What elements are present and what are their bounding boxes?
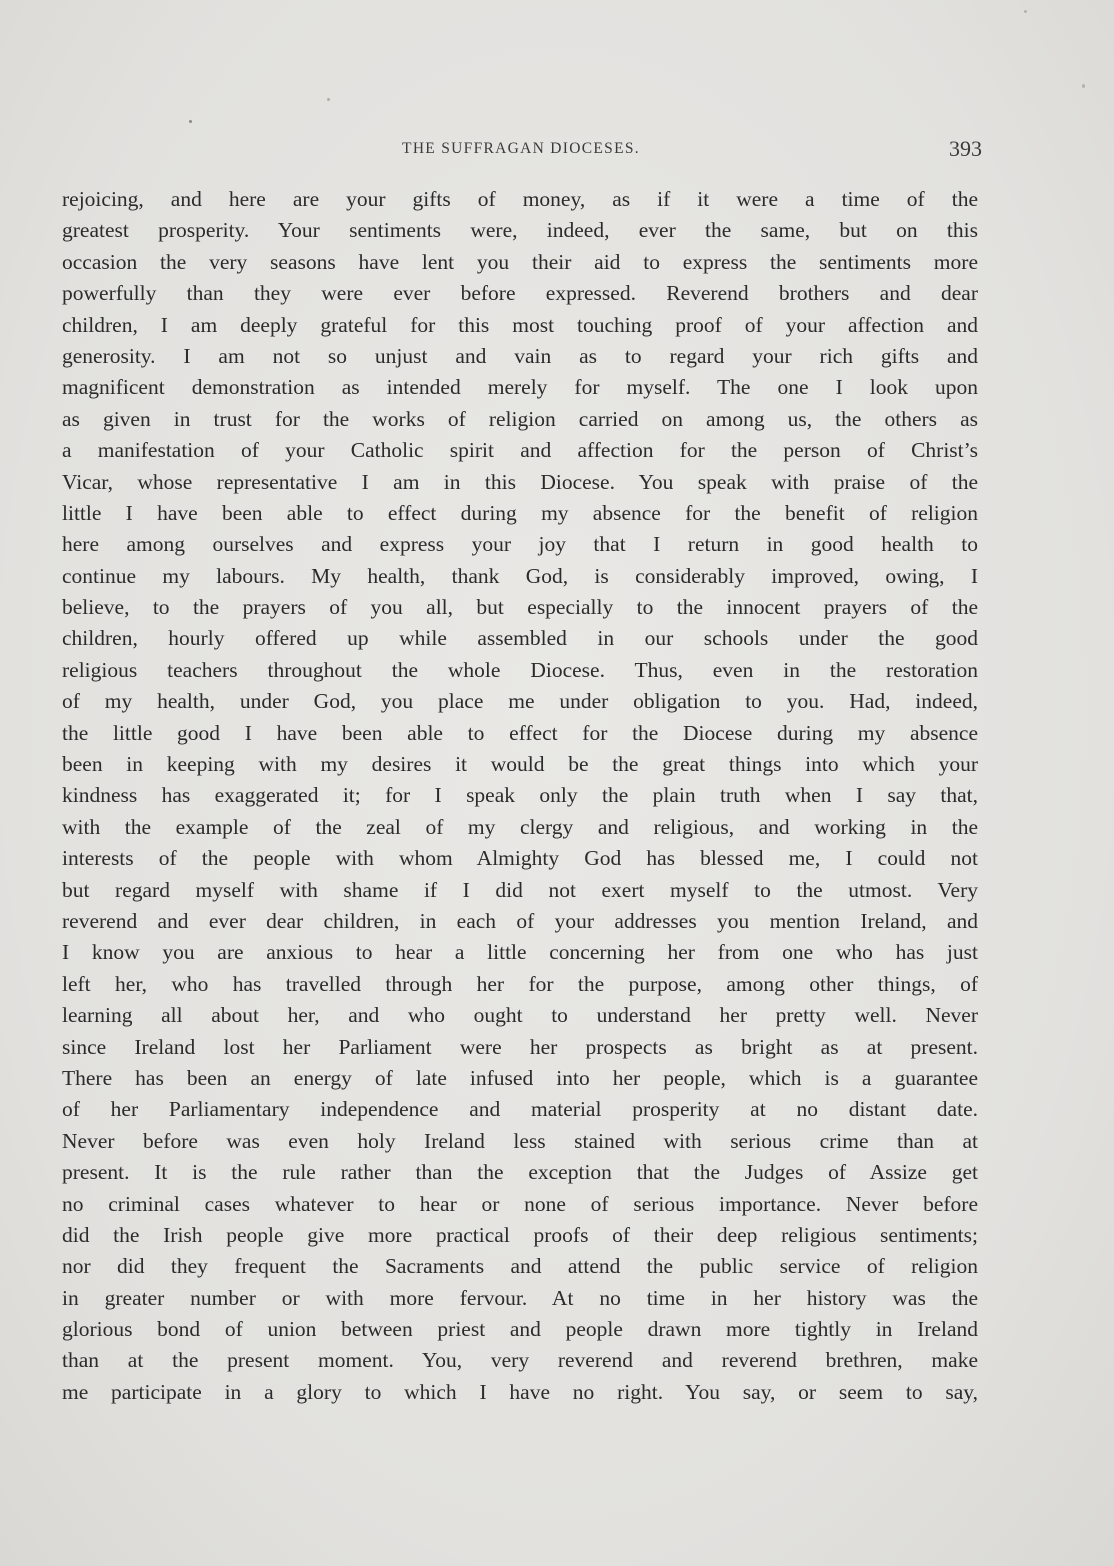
text-line: reverend and ever dear children, in each of your addresses you mention Ireland, and [62,908,978,933]
text-line: rejoicing, and here are your gifts of money, as if it were a time of the [62,187,978,211]
page-number: 393 [949,136,982,161]
text-line: religious teachers throughout the whole Diocese. Thus, even in the restoration [62,657,978,682]
text-line: powerfully than they were ever before expressed. Reverend brothers and dear [62,281,978,306]
text-line: Never before was even holy Ireland less stained with serious crime than at [62,1128,978,1153]
text-line: greatest prosperity. Your sentiments were, indeed, ever the same, but on this [62,218,978,243]
text-line: There has been an energy of late infused into her people, which is a guarantee [62,1065,978,1090]
text-line: learning all about her, and who ought to understand her pretty well. Never [62,1003,978,1028]
text-line: been in keeping with my desires it would be the great things into which your [62,752,978,777]
text-line: of my health, under God, you place me under obligation to you. Had, indeed, [62,689,978,714]
paper-speck [189,120,192,123]
running-head [60,136,982,164]
text-line: left her, who has travelled through her for the purpose, among other things, of [62,971,978,996]
text-line: than at the present moment. You, very reverend and reverend brethren, make [62,1348,978,1373]
paper-speck [1082,84,1085,88]
text-line: with the example of the zeal of my clergy and religious, and working in the [62,814,978,839]
text-line: interests of the people with whom Almighty God has blessed me, I could not [62,846,978,871]
paper-speck [327,98,330,101]
text-line: me participate in a glory to which I have no right. You say, or seem to say, [62,1379,978,1404]
text-line: Vicar, whose representative I am in this Diocese. You speak with praise of the [62,469,978,494]
text-line: the little good I have been able to effect for the Diocese during my absence [62,720,978,745]
text-line: as given in trust for the works of religion carried on among us, the others as [62,406,978,431]
body-text [62,184,978,1408]
text-line: present. It is the rule rather than the exception that the Judges of Assize get [62,1160,978,1185]
text-line: continue my labours. My health, thank God, is considerably improved, owing, I [62,563,978,588]
text-line: did the Irish people give more practical proofs of their deep religious sentiments; [62,1222,978,1247]
text-line: I know you are anxious to hear a little concerning her from one who has just [62,940,978,965]
text-line: children, hourly offered up while assembled in our schools under the good [62,626,978,651]
text-line: occasion the very seasons have lent you their aid to express the sentiments more [62,249,978,274]
paper-speck [1024,10,1027,13]
text-line: a manifestation of your Catholic spirit and affection for the person of Christ’s [62,438,978,463]
text-line: but regard myself with shame if I did not exert myself to the utmost. Very [62,877,978,902]
text-line: nor did they frequent the Sacraments and attend the public service of religion [62,1254,978,1279]
text-line: kindness has exaggerated it; for I speak only the plain truth when I say that, [62,783,978,808]
text-line: in greater number or with more fervour. At no time in her history was the [62,1285,978,1310]
text-line: children, I am deeply grateful for this most touching proof of your affection and [62,312,978,337]
text-line: glorious bond of union between priest and people drawn more tightly in Ireland [62,1317,978,1342]
text-line: since Ireland lost her Parliament were her prospects as bright as at present. [62,1034,978,1059]
text-line: magnificent demonstration as intended merely for myself. The one I look upon [62,375,978,400]
text-line: believe, to the prayers of you all, but especially to the innocent prayers of the [62,595,978,620]
text-line: little I have been able to effect during my absence for the benefit of religion [62,500,978,525]
text-line: no criminal cases whatever to hear or none of serious importance. Never before [62,1191,978,1216]
text-line: generosity. I am not so unjust and vain as to regard your rich gifts and [62,343,978,368]
text-line: here among ourselves and express your joy that I return in good health to [62,532,978,557]
text-line: of her Parliamentary independence and material prosperity at no distant date. [62,1097,978,1122]
running-head-title: THE SUFFRAGAN DIOCESES. [402,140,640,157]
